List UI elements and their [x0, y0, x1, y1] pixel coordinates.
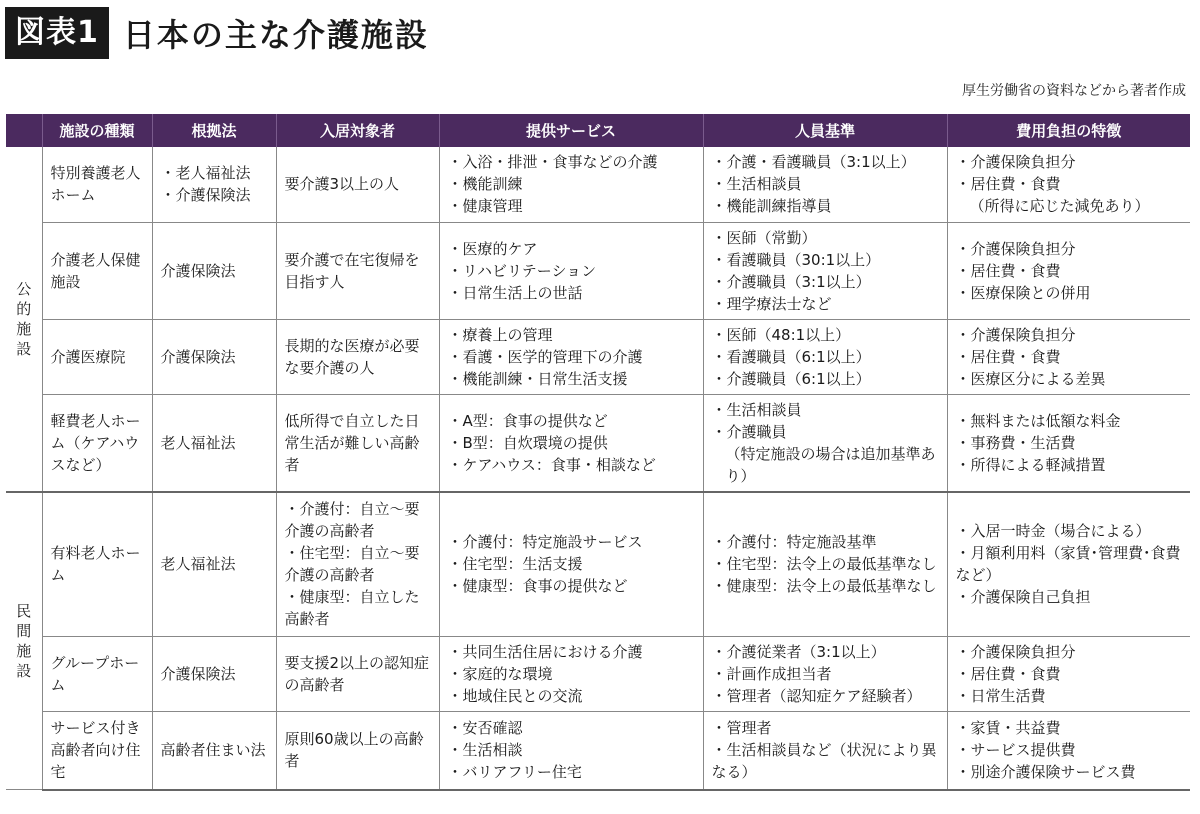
cell-line: ・医療的ケア — [447, 239, 538, 258]
cell-line: （所得に応じた減免あり） — [969, 197, 1150, 216]
title-row — [5, 5, 429, 61]
cell-services — [439, 712, 703, 790]
cell-line: 原則60歳以上の高齢者 — [284, 730, 424, 771]
group-label-private: 民間施設 — [6, 492, 42, 790]
cell-line: ・健康型：食事の提供など — [447, 577, 628, 596]
cell-line: ・介護従業者（3:1以上） — [711, 643, 886, 661]
cell-line: ・家賃・共益費 — [955, 719, 1061, 738]
cell-target — [276, 712, 439, 790]
cell-staff — [703, 492, 947, 637]
cell-line: ・医療区分による差異 — [955, 369, 1106, 388]
table-row — [6, 319, 1190, 394]
cell-type — [42, 712, 152, 790]
cell-type — [42, 319, 152, 394]
table-row — [6, 147, 1190, 222]
cell-line: ・健康管理 — [447, 197, 523, 216]
cell-line: ・居住費・食費 — [955, 347, 1061, 366]
cell-line: ・健康型：自立した高齢者 — [284, 588, 420, 629]
cell-text: 特別養護老人ホーム — [50, 164, 141, 205]
cell-law — [152, 147, 276, 222]
cell-text: 介護老人保健施設 — [50, 250, 141, 291]
cell-staff — [703, 222, 947, 319]
cell-type — [42, 637, 152, 712]
table-row — [6, 637, 1190, 712]
cell-line: ・ケアハウス：食事・相談など — [447, 455, 656, 474]
cell-line: ・事務費・生活費 — [955, 433, 1076, 452]
cell-line: ・介護保険自己負担 — [955, 588, 1091, 607]
cell-line: 老人福祉法 — [160, 433, 236, 452]
cell-target — [276, 637, 439, 712]
cell-line: ・管理者（認知症ケア経験者） — [711, 687, 922, 705]
figure-label: 図表1 — [5, 7, 109, 59]
cell-text: サービス付き高齢者向け住宅 — [50, 719, 141, 782]
cell-line: 老人福祉法 — [160, 555, 236, 574]
cell-type — [42, 492, 152, 637]
cell-line: ・老人福祉法 — [160, 164, 251, 183]
cell-staff — [703, 319, 947, 394]
cell-line: 要介護3以上の人 — [284, 175, 400, 194]
header-eligibility: 入居対象者 — [276, 114, 439, 147]
table-row — [6, 222, 1190, 319]
cell-line: ・管理者 — [711, 719, 772, 738]
cell-line: ・介護保険法 — [160, 186, 251, 205]
cell-line: ・生活相談員 — [711, 175, 802, 194]
header-legal-basis: 根拠法 — [152, 114, 276, 147]
page-title: 日本の主な介護施設 — [122, 16, 429, 54]
cell-line: ・介護職員 — [711, 422, 787, 441]
cell-cost — [947, 492, 1190, 637]
cell-line: 高齢者住まい法 — [160, 741, 266, 760]
cell-line: ・介護保険負担分 — [955, 153, 1076, 172]
cell-law — [152, 222, 276, 319]
cell-line: ・無料または低額な料金 — [955, 411, 1121, 430]
cell-line: ・バリアフリー住宅 — [447, 763, 582, 782]
facilities-table — [6, 114, 1190, 791]
cell-line: ・住宅型：自立～要介護の高齢者 — [284, 544, 420, 585]
cell-line: ・家庭的な環境 — [447, 665, 553, 683]
cell-line: ・介護職員（6:1以上） — [711, 369, 871, 388]
cell-text: 軽費老人ホーム（ケアハウスなど） — [50, 411, 141, 474]
cell-line: ・地域住民との交流 — [447, 687, 583, 705]
cell-line: ・看護・医学的管理下の介護 — [447, 347, 643, 366]
cell-target — [276, 492, 439, 637]
cell-line: ・日常生活費 — [955, 687, 1046, 705]
cell-line: ・介護付：特定施設基準 — [711, 533, 877, 552]
cell-cost — [947, 712, 1190, 790]
cell-line: ・介護保険負担分 — [955, 239, 1076, 258]
cell-line: ・入居一時金（場合による） — [955, 522, 1151, 541]
cell-line: ・看護職員（6:1以上） — [711, 347, 871, 366]
cell-law — [152, 394, 276, 492]
cell-line: ・介護・看護職員（3:1以上） — [711, 153, 916, 172]
header-facility-type: 施設の種類 — [42, 114, 152, 147]
cell-line: ・機能訓練・日常生活支援 — [447, 369, 628, 388]
cell-line: ・医療保険との併用 — [955, 283, 1091, 302]
cell-line: 介護保険法 — [160, 261, 236, 280]
header-services: 提供サービス — [439, 114, 703, 147]
table-header-row — [6, 114, 1190, 147]
cell-line: ・リハビリテーション — [447, 261, 597, 280]
cell-line: ・A型：食事の提供など — [447, 411, 608, 430]
header-group-cell — [6, 114, 42, 147]
cell-line: ・機能訓練 — [447, 175, 523, 194]
cell-line: ・機能訓練指導員 — [711, 197, 832, 216]
cell-line: ・生活相談 — [447, 741, 523, 760]
cell-line: 長期的な医療が必要な要介護の人 — [284, 336, 420, 377]
cell-line: （特定施設の場合は追加基準あり） — [725, 444, 936, 485]
cell-line: 要介護で在宅復帰を目指す人 — [284, 250, 420, 291]
cell-text: 有料老人ホーム — [50, 544, 141, 585]
cell-line: ・入浴・排泄・食事などの介護 — [447, 153, 658, 172]
cell-line: ・B型：自炊環境の提供 — [447, 433, 608, 452]
cell-services — [439, 147, 703, 222]
cell-line: ・居住費・食費 — [955, 175, 1061, 194]
cell-law — [152, 319, 276, 394]
cell-type — [42, 147, 152, 222]
cell-line: ・サービス提供費 — [955, 741, 1076, 760]
source-note: 厚生労働省の資料などから著者作成 — [962, 83, 1186, 99]
cell-line: 介護保険法 — [160, 347, 236, 366]
cell-line: ・医師（48:1以上） — [711, 325, 851, 344]
cell-target — [276, 147, 439, 222]
cell-line: ・計画作成担当者 — [711, 665, 832, 683]
cell-line: 介護保険法 — [160, 665, 236, 683]
cell-target — [276, 394, 439, 492]
cell-line: ・看護職員（30:1以上） — [711, 250, 881, 269]
cell-line: ・療養上の管理 — [447, 325, 553, 344]
cell-cost — [947, 222, 1190, 319]
header-staffing: 人員基準 — [703, 114, 947, 147]
cell-text: 介護医療院 — [50, 347, 126, 366]
cell-line: 要支援2以上の認知症の高齢者 — [284, 654, 430, 694]
cell-line: ・月額利用料（家賃･管理費･食費など） — [955, 544, 1181, 585]
cell-staff — [703, 712, 947, 790]
cell-line: ・別途介護保険サービス費 — [955, 763, 1136, 782]
cell-cost — [947, 637, 1190, 712]
cell-target — [276, 319, 439, 394]
cell-line: ・介護付：自立～要介護の高齢者 — [284, 500, 420, 541]
cell-line: ・生活相談員 — [711, 400, 802, 419]
cell-type — [42, 394, 152, 492]
cell-line: ・介護職員（3:1以上） — [711, 272, 871, 291]
cell-cost — [947, 147, 1190, 222]
cell-line: ・介護保険負担分 — [955, 325, 1076, 344]
table-body — [6, 147, 1190, 790]
cell-line: ・共同生活住居における介護 — [447, 643, 643, 661]
cell-law — [152, 492, 276, 637]
cell-cost — [947, 319, 1190, 394]
cell-line: ・住宅型：法令上の最低基準なし — [711, 555, 937, 574]
cell-line: ・日常生活上の世話 — [447, 283, 583, 302]
cell-law — [152, 712, 276, 790]
cell-line: ・介護保険負担分 — [955, 643, 1076, 661]
cell-text: グループホーム — [50, 654, 140, 694]
cell-services — [439, 394, 703, 492]
cell-line: ・理学療法士など — [711, 294, 832, 313]
table-row — [6, 712, 1190, 790]
cell-services — [439, 319, 703, 394]
header-cost: 費用負担の特徴 — [947, 114, 1190, 147]
cell-type — [42, 222, 152, 319]
cell-line: 低所得で自立した日常生活が難しい高齢者 — [284, 411, 420, 474]
cell-services — [439, 222, 703, 319]
cell-line: ・安否確認 — [447, 719, 523, 738]
cell-cost — [947, 394, 1190, 492]
cell-line: ・医師（常勤） — [711, 228, 817, 247]
cell-target — [276, 222, 439, 319]
cell-staff — [703, 147, 947, 222]
table-row — [6, 394, 1190, 492]
cell-line: ・住宅型：生活支援 — [447, 555, 583, 574]
cell-line: ・生活相談員など（状況により異なる） — [711, 741, 937, 782]
cell-law — [152, 637, 276, 712]
cell-line: ・居住費・食費 — [955, 665, 1061, 683]
cell-services — [439, 492, 703, 637]
cell-staff — [703, 394, 947, 492]
group-label-public: 公的施設 — [6, 147, 42, 492]
cell-services — [439, 637, 703, 712]
cell-line: ・介護付：特定施設サービス — [447, 533, 643, 552]
cell-line: ・所得による軽減措置 — [955, 455, 1106, 474]
cell-line: ・居住費・食費 — [955, 261, 1061, 280]
cell-line: ・健康型：法令上の最低基準なし — [711, 577, 937, 596]
cell-staff — [703, 637, 947, 712]
table-row — [6, 492, 1190, 637]
